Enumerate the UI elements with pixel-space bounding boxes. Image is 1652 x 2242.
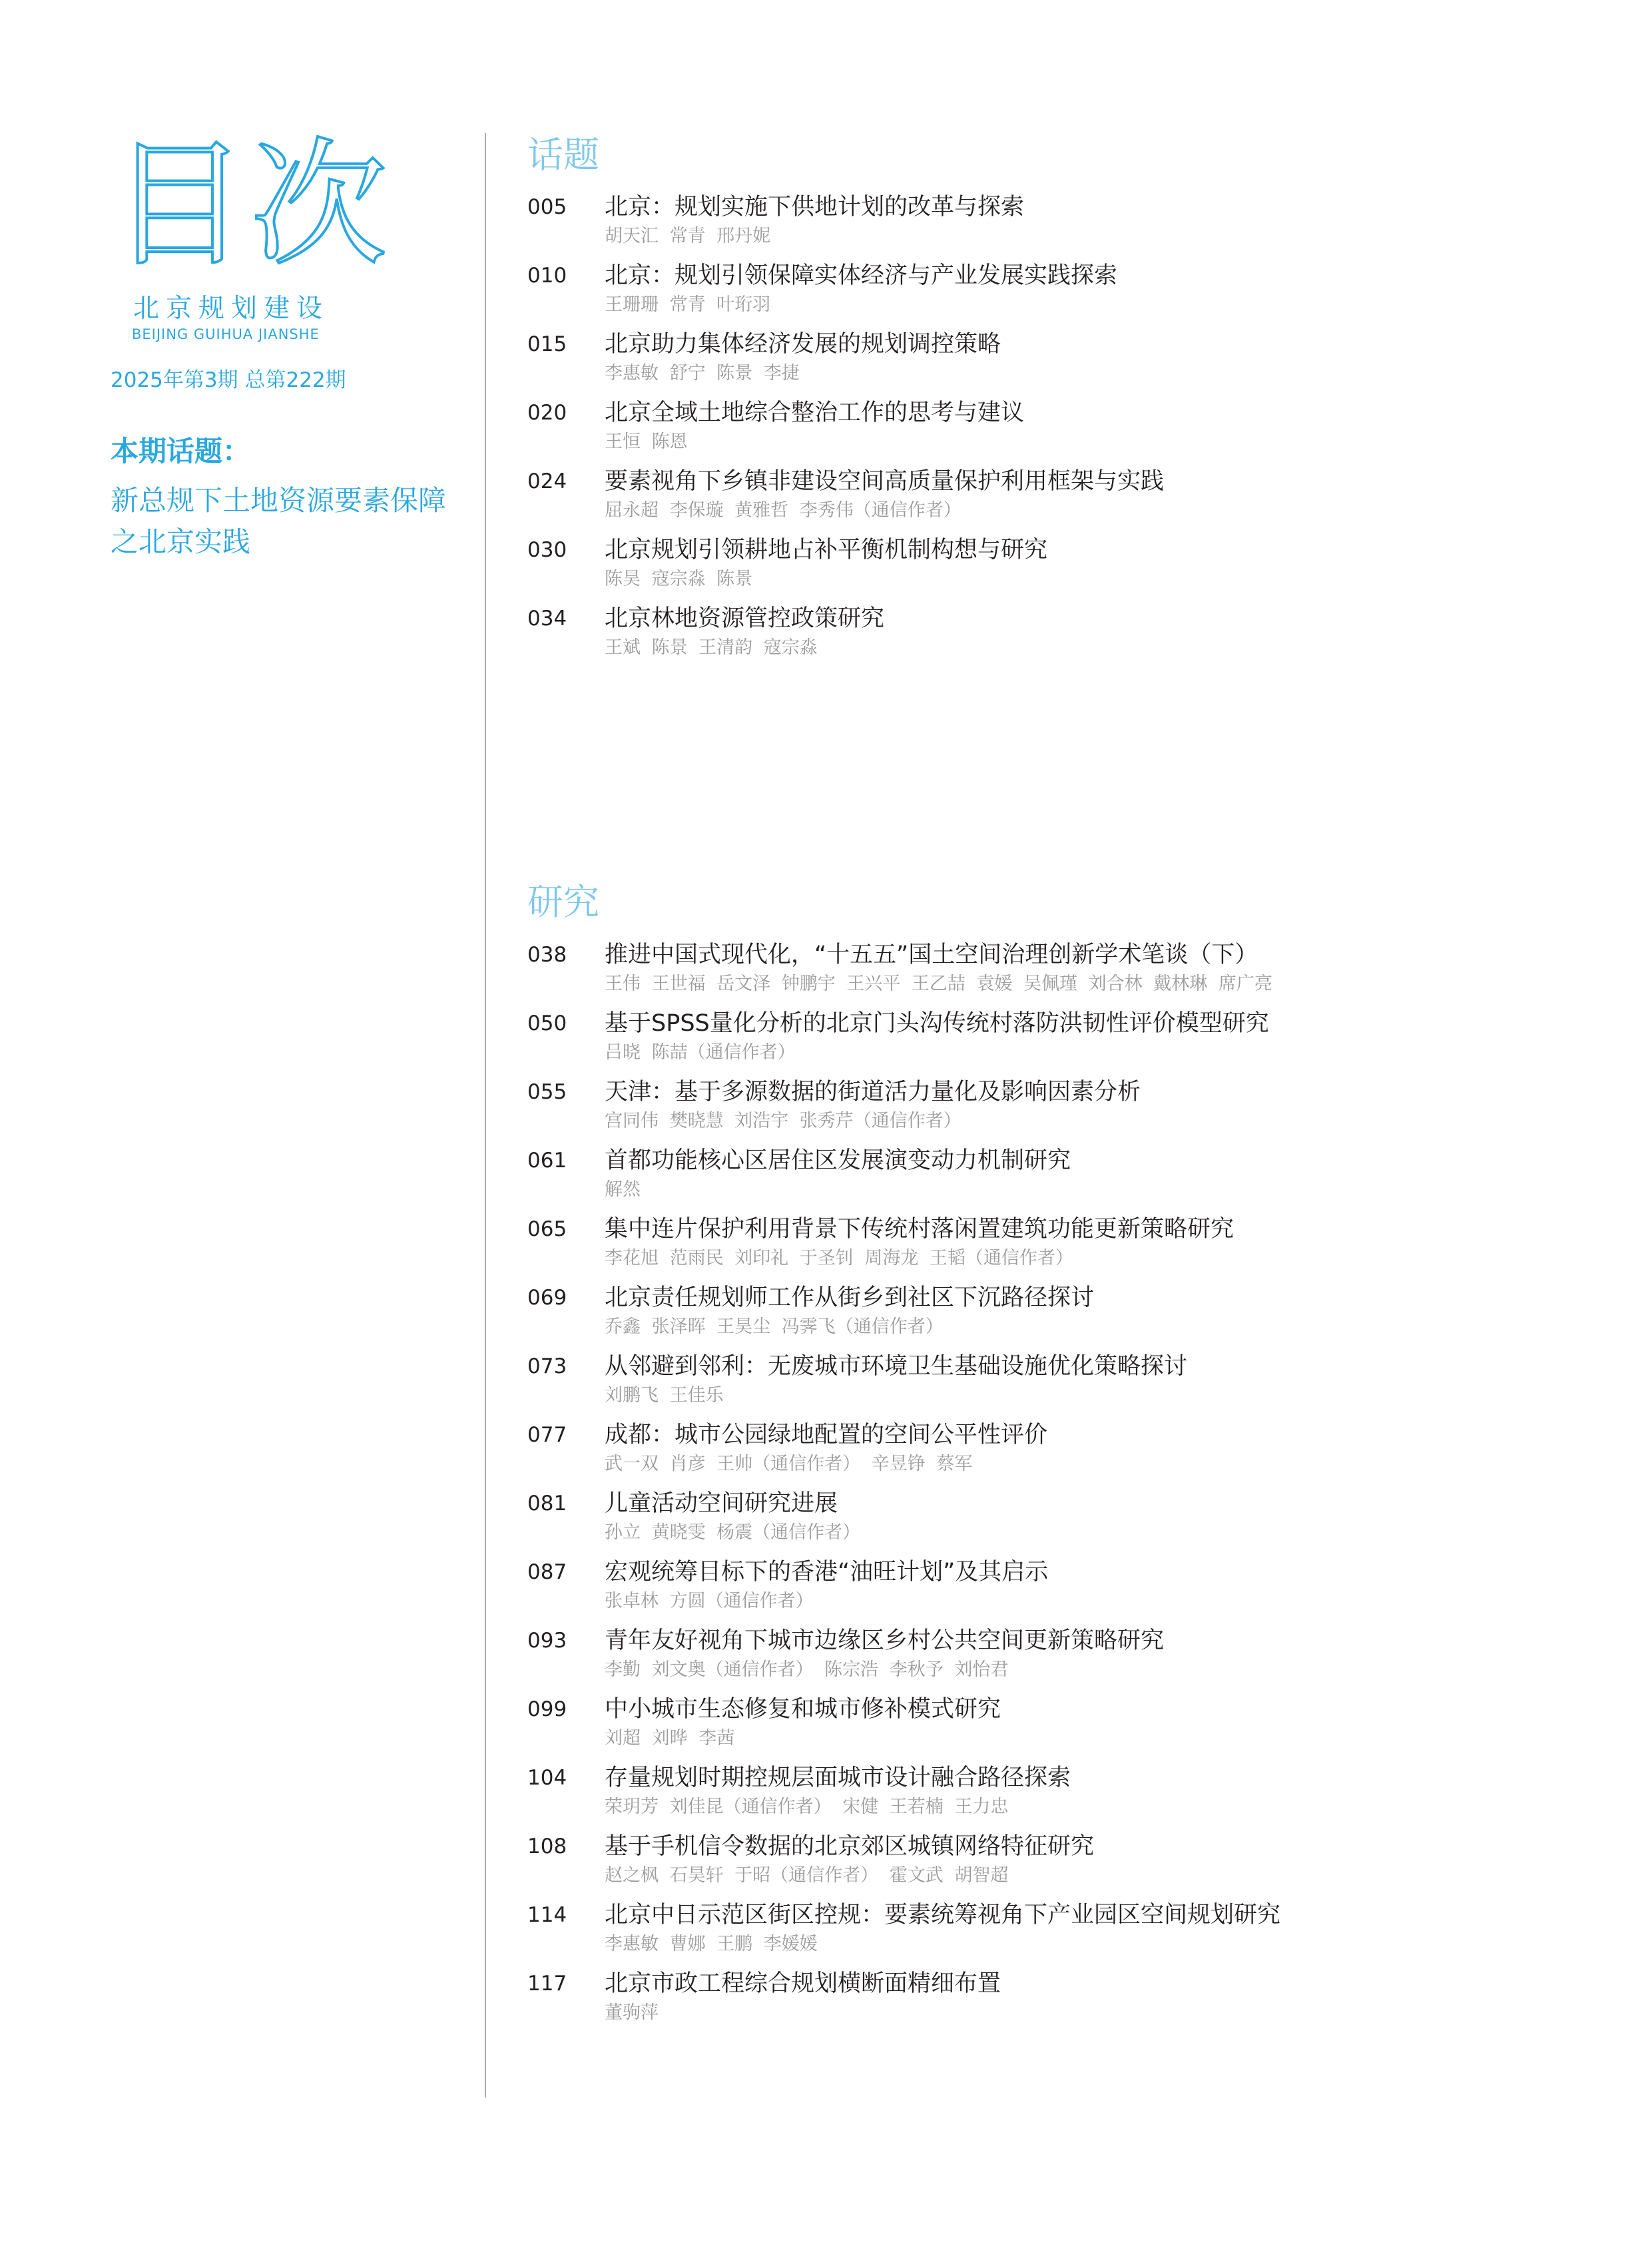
- article-title: 中小城市生态修复和城市修补模式研究: [605, 1696, 1001, 1723]
- page-number: 087: [527, 1560, 567, 1584]
- page-number: 015: [527, 332, 567, 356]
- article-title: 北京助力集体经济发展的规划调控策略: [605, 331, 1001, 358]
- page-number: 061: [527, 1149, 567, 1173]
- article-authors: 宫同伟 樊晓慧 刘浩宇 张秀芹（通信作者）: [605, 1111, 962, 1131]
- article-title: 首都功能核心区居住区发展演变动力机制研究: [605, 1147, 1071, 1174]
- article-title: 基于SPSS量化分析的北京门头沟传统村落防洪韧性评价模型研究: [605, 1010, 1269, 1037]
- article-authors: 李惠敏 舒宁 陈景 李捷: [605, 363, 800, 384]
- article-authors: 王斌 陈景 王清韵 寇宗淼: [605, 637, 818, 658]
- toc-entry: [527, 1900, 1626, 1968]
- article-authors: 刘鹏飞 王佳乐: [605, 1385, 724, 1406]
- issue-number: 2025年第3期 总第222期: [111, 368, 346, 392]
- page-number: 108: [527, 1834, 567, 1858]
- toc-entry: [527, 1557, 1626, 1625]
- article-authors: 王伟 王世福 岳文泽 钟鹏宇 王兴平 王乙喆 袁媛 吴佩瑾 刘合林 戴林琳 席广亮: [605, 974, 1272, 994]
- article-title: 儿童活动空间研究进展: [605, 1490, 838, 1517]
- toc-entry: [527, 1763, 1626, 1831]
- article-authors: 李花旭 范雨民 刘印礼 于圣钊 周海龙 王韬（通信作者）: [605, 1248, 1073, 1268]
- article-authors: 解然: [605, 1179, 641, 1200]
- page-number: 069: [527, 1286, 567, 1310]
- article-authors: 屈永超 李保璇 黄雅哲 李秀伟（通信作者）: [605, 500, 962, 521]
- page-number: 117: [527, 1972, 567, 1996]
- article-authors: 孙立 黄晓雯 杨震（通信作者）: [605, 1522, 861, 1543]
- journal-name-cn: 北京规划建设: [133, 294, 330, 324]
- section-heading-yanjiu: 研究: [527, 881, 599, 923]
- toc-entry: [527, 603, 1626, 672]
- toc-entry: [527, 329, 1626, 398]
- article-authors: 王恒 陈恩: [605, 431, 688, 452]
- toc-entry: [527, 192, 1626, 260]
- article-title: 要素视角下乡镇非建设空间高质量保护利用框架与实践: [605, 468, 1165, 495]
- toc-entry: [527, 1351, 1626, 1420]
- article-title: 青年友好视角下城市边缘区乡村公共空间更新策略研究: [605, 1627, 1165, 1654]
- article-authors: 赵之枫 石昊轩 于昭（通信作者） 霍文武 胡智超: [605, 1865, 1009, 1886]
- article-title: 北京林地资源管控政策研究: [605, 605, 885, 632]
- page-number: 005: [527, 195, 567, 219]
- article-authors: 吕晓 陈喆（通信作者）: [605, 1042, 796, 1063]
- article-authors: 李勤 刘文奥（通信作者） 陈宗浩 李秋予 刘怡君: [605, 1659, 1009, 1680]
- toc-list-yanjiu: [527, 940, 1626, 2037]
- page-number: 020: [527, 401, 567, 425]
- page-number: 038: [527, 943, 567, 967]
- toc-entry: [527, 1077, 1626, 1145]
- page-number: 024: [527, 469, 567, 493]
- page-number: 099: [527, 1697, 567, 1721]
- article-title: 基于手机信令数据的北京郊区城镇网络特征研究: [605, 1833, 1095, 1860]
- article-title: 北京市政工程综合规划横断面精细布置: [605, 1970, 1001, 1997]
- article-title: 从邻避到邻利：无废城市环境卫生基础设施优化策略探讨: [605, 1353, 1188, 1380]
- article-title: 北京责任规划师工作从街乡到社区下沉路径探讨: [605, 1284, 1095, 1311]
- page-number: 104: [527, 1766, 567, 1790]
- article-authors: 刘超 刘晔 李茜: [605, 1728, 735, 1749]
- toc-entry: [527, 1282, 1626, 1351]
- article-title: 北京规划引领耕地占补平衡机制构想与研究: [605, 537, 1048, 563]
- toc-entry: [527, 1968, 1626, 2037]
- toc-entry: [527, 1625, 1626, 1694]
- page-number: 055: [527, 1080, 567, 1104]
- page-number: 073: [527, 1354, 567, 1378]
- toc-entry: [527, 1214, 1626, 1282]
- column-divider: [485, 133, 486, 2098]
- article-title: 成都：城市公园绿地配置的空间公平性评价: [605, 1422, 1048, 1448]
- article-title: 天津：基于多源数据的街道活力量化及影响因素分析: [605, 1079, 1141, 1105]
- article-authors: 乔鑫 张泽晖 王昊尘 冯霁飞（通信作者）: [605, 1316, 944, 1337]
- toc-entry: [527, 398, 1626, 466]
- article-title: 集中连片保护利用背景下传统村落闲置建筑功能更新策略研究: [605, 1216, 1235, 1243]
- article-authors: 荣玥芳 刘佳昆（通信作者） 宋健 王若楠 王力忠: [605, 1797, 1009, 1817]
- toc-entry: [527, 1008, 1626, 1077]
- page-number: 050: [527, 1011, 567, 1035]
- page-number: 034: [527, 607, 567, 631]
- article-title: 推进中国式现代化，“十五五”国土空间治理创新学术笔谈（下）: [605, 942, 1258, 968]
- article-authors: 张卓林 方圆（通信作者）: [605, 1591, 814, 1611]
- article-title: 北京：规划引领保障实体经济与产业发展实践探索: [605, 262, 1118, 289]
- page-number: 030: [527, 538, 567, 562]
- toc-entry: [527, 260, 1626, 329]
- article-authors: 武一双 肖彦 王帅（通信作者） 辛昱铮 蔡军: [605, 1454, 973, 1474]
- article-authors: 王珊珊 常青 叶珩羽: [605, 294, 771, 315]
- article-authors: 董驹萍: [605, 2002, 659, 2023]
- article-title: 宏观统筹目标下的香港“油旺计划”及其启示: [605, 1559, 1049, 1585]
- page-number: 077: [527, 1423, 567, 1447]
- topic-heading: 本期话题：: [111, 435, 251, 467]
- toc-entry: [527, 1145, 1626, 1214]
- article-title: 北京：规划实施下供地计划的改革与探索: [605, 194, 1025, 220]
- article-authors: 李惠敏 曹娜 王鹏 李媛媛: [605, 1934, 818, 1954]
- page-number: 093: [527, 1629, 567, 1653]
- page-number: 081: [527, 1492, 567, 1516]
- article-authors: 胡天汇 常青 邢丹妮: [605, 226, 771, 246]
- toc-entry: [527, 1694, 1626, 1763]
- page-number: 114: [527, 1903, 567, 1927]
- toc-entry: [527, 466, 1626, 535]
- toc-entry: [527, 535, 1626, 603]
- toc-list-huati: [527, 192, 1626, 672]
- article-title: 北京中日示范区街区控规：要素统筹视角下产业园区空间规划研究: [605, 1902, 1281, 1928]
- masthead: [111, 125, 483, 558]
- article-title: 存量规划时期控规层面城市设计融合路径探索: [605, 1765, 1071, 1791]
- section-heading-huati: 话题: [527, 134, 599, 176]
- journal-name-en: BEIJING GUIHUA JIANSHE: [132, 326, 320, 342]
- article-authors: 陈昊 寇宗淼 陈景: [605, 569, 753, 589]
- toc-entry: [527, 940, 1626, 1008]
- page-number: 065: [527, 1217, 567, 1241]
- article-title: 北京全域土地综合整治工作的思考与建议: [605, 400, 1025, 426]
- topic-text: 新总规下土地资源要素保障之北京实践: [111, 484, 447, 558]
- toc-entry: [527, 1420, 1626, 1488]
- toc-entry: [527, 1831, 1626, 1900]
- page-number: 010: [527, 264, 567, 288]
- toc-entry: [527, 1488, 1626, 1557]
- masthead-title: 目次: [111, 125, 391, 285]
